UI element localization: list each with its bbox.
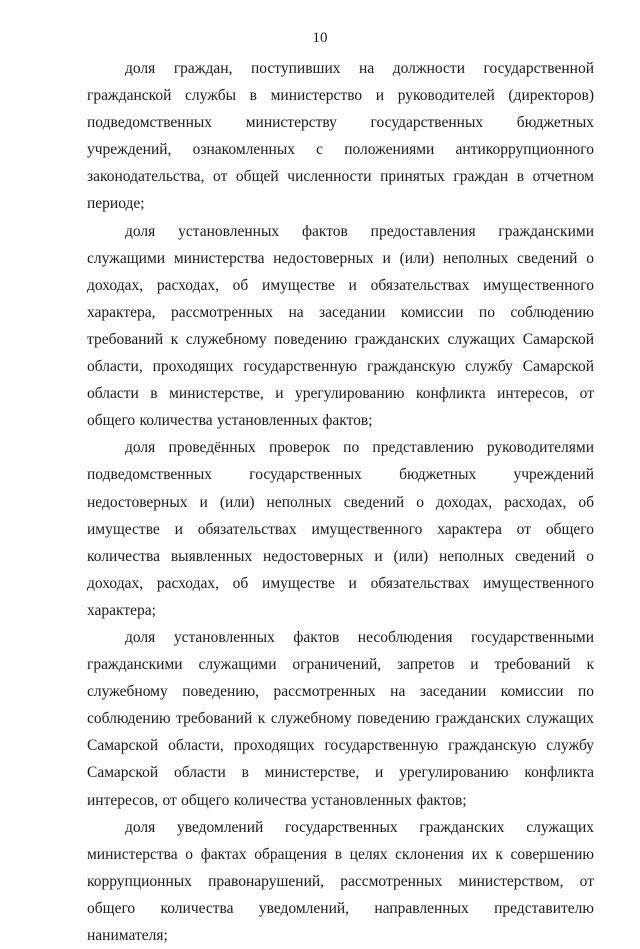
paragraph-5: доля уведомлений государственных гражданских служащих министерства о фактах обращения в целях склонения их к совершению коррупционных правонарушений, рассмотренных министерством, от общего количества уведомлений, направленных представителю нанимателя; [87, 818, 594, 944]
paragraph-1: доля граждан, поступивших на должности государственной гражданской службы в министерство и руководителей (директоров) подведомственных министерству государственных бюджетных учреждений, ознакомленных с положениями антикоррупционного законодательства, от общей численности принятых граждан в отчетном периоде; [87, 60, 594, 213]
page-number: 10 [312, 30, 328, 46]
document-body [87, 55, 594, 949]
paragraph-3: доля проведённых проверок по представлению руководителями подведомственных государственных бюджетных учреждений недостоверных и (или) неполных сведений о доходах, расходах, об имуществе и обязательствах имущественного характера от общего количества выявленных недостоверных и (или) неполных сведений о доходах, расходах, об имуществе и обязательствах имущественного характера; [87, 439, 594, 619]
paragraph-4: доля установленных фактов несоблюдения государственными гражданскими служащими ограничений, запретов и требований к служебному поведению, рассмотренных на заседании комиссии по соблюдению требований к служебному поведению гражданских служащих Самарской области, проходящих государственную гражданскую службу Самарской области в министерстве, и урегулированию конфликта интересов, от общего количества установленных фактов; [87, 628, 594, 809]
paragraph-2: доля установленных фактов предоставления гражданскими служащими министерства недостоверных и (или) неполных сведений о доходах, расходах, об имуществе и обязательствах имущественного характера, рассмотренных на заседании комиссии по соблюдению требований к служебному поведению гражданских служащих Самарской области, проходящих государственную гражданскую службу Самарской области в министерстве, и урегулированию конфликта интересов, от общего количества установленных фактов; [87, 222, 594, 430]
